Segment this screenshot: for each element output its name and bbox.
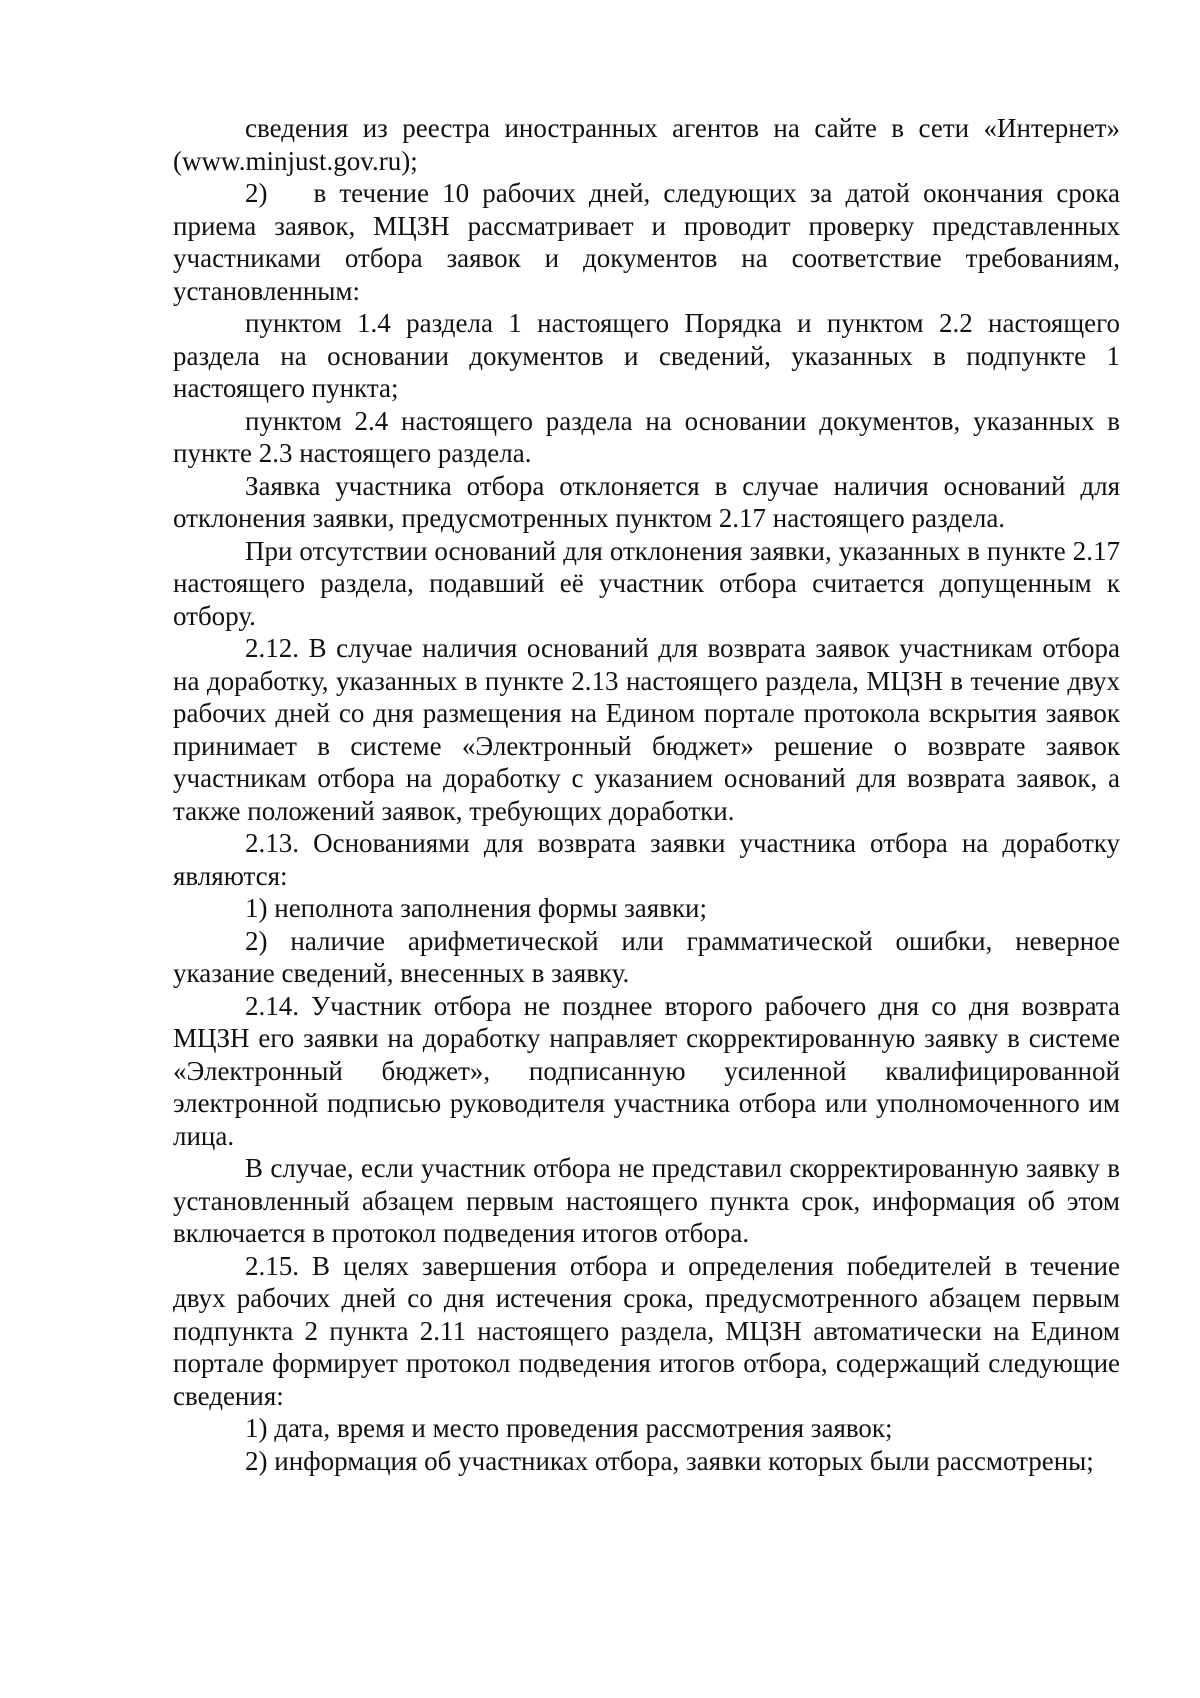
paragraph-2-14: 2.14. Участник отбора не позднее второго рабочего дня со дня возврата МЦЗН его заявки на доработку направляет скорректированную заявку в системе «Электронный бюджет», подписанную усиленной квалифицированной электронной подписью руководителя участника отбора или уполномоченного им лица. xyxy=(173,990,1120,1151)
paragraph-2-13-item-1: 1) неполнота заполнения формы заявки; xyxy=(245,893,708,923)
item-number: 2) xyxy=(245,178,268,208)
paragraph-2-15: 2.15. В целях завершения отбора и определения победителей в течение двух рабочих дней со дня истечения срока, предусмотренного абзацем первым подпункта 2 пункта 2.11 настоящего раздела, МЦЗН автоматически на Едином портале формирует протокол подведения итогов отбора, содержащий следующие сведения: xyxy=(173,1250,1120,1411)
paragraph-registry-info: сведения из реестра иностранных агентов на сайте в сети «Интернет» (www.minjust.gov.ru); xyxy=(173,113,1120,176)
paragraph-item-2 xyxy=(173,177,1120,307)
paragraph-rejection: Заявка участника отбора отклоняется в случае наличия оснований для отклонения заявки, предусмотренных пунктом 2.17 настоящего раздела. xyxy=(173,470,1120,533)
paragraph-admission: При отсутствии оснований для отклонения заявки, указанных в пункте 2.17 настоящего раздела, подавший её участник отбора считается допущенным к отбору. xyxy=(173,535,1120,631)
paragraph-point-1-4: пунктом 1.4 раздела 1 настоящего Порядка и пунктом 2.2 настоящего раздела на основании документов и сведений, указанных в подпункте 1 настоящего пункта; xyxy=(173,308,1120,403)
paragraph-2-15-item-2: 2) информация об участниках отбора, заявки которых были рассмотрены; xyxy=(245,1445,1094,1476)
paragraph-2-13-item-2: 2) наличие арифметической или грамматической ошибки, неверное указание сведений, внесенных в заявку. xyxy=(173,925,1120,988)
document-body xyxy=(173,112,1120,1477)
paragraph-2-13: 2.13. Основаниями для возврата заявки участника отбора на доработку являются: xyxy=(173,828,1120,891)
paragraph-item-2-text: в течение 10 рабочих дней, следующих за датой окончания срока приема заявок, МЦЗН рассматривает и проводит проверку представленных участниками отбора заявок и документов на соответствие требованиям, установленным: xyxy=(173,178,1120,306)
paragraph-point-2-4: пунктом 2.4 настоящего раздела на основании документов, указанных в пункте 2.3 настоящего раздела. xyxy=(173,405,1120,468)
paragraph-2-14-failure: В случае, если участник отбора не представил скорректированную заявку в установленный абзацем первым настоящего пункта срок, информация об этом включается в протокол подведения итогов отбора. xyxy=(173,1153,1120,1248)
paragraph-2-12: 2.12. В случае наличия оснований для возврата заявок участникам отбора на доработку, указанных в пункте 2.13 настоящего раздела, МЦЗН в течение двух рабочих дней со дня размещения на Едином портале протокола вскрытия заявок принимает в системе «Электронный бюджет» решение о возврате заявок участникам отбора на доработку с указанием оснований для возврата заявок, а также положений заявок, требующих доработки. xyxy=(173,633,1120,826)
paragraph-2-15-item-1: 1) дата, время и место проведения рассмотрения заявок; xyxy=(245,1413,893,1443)
